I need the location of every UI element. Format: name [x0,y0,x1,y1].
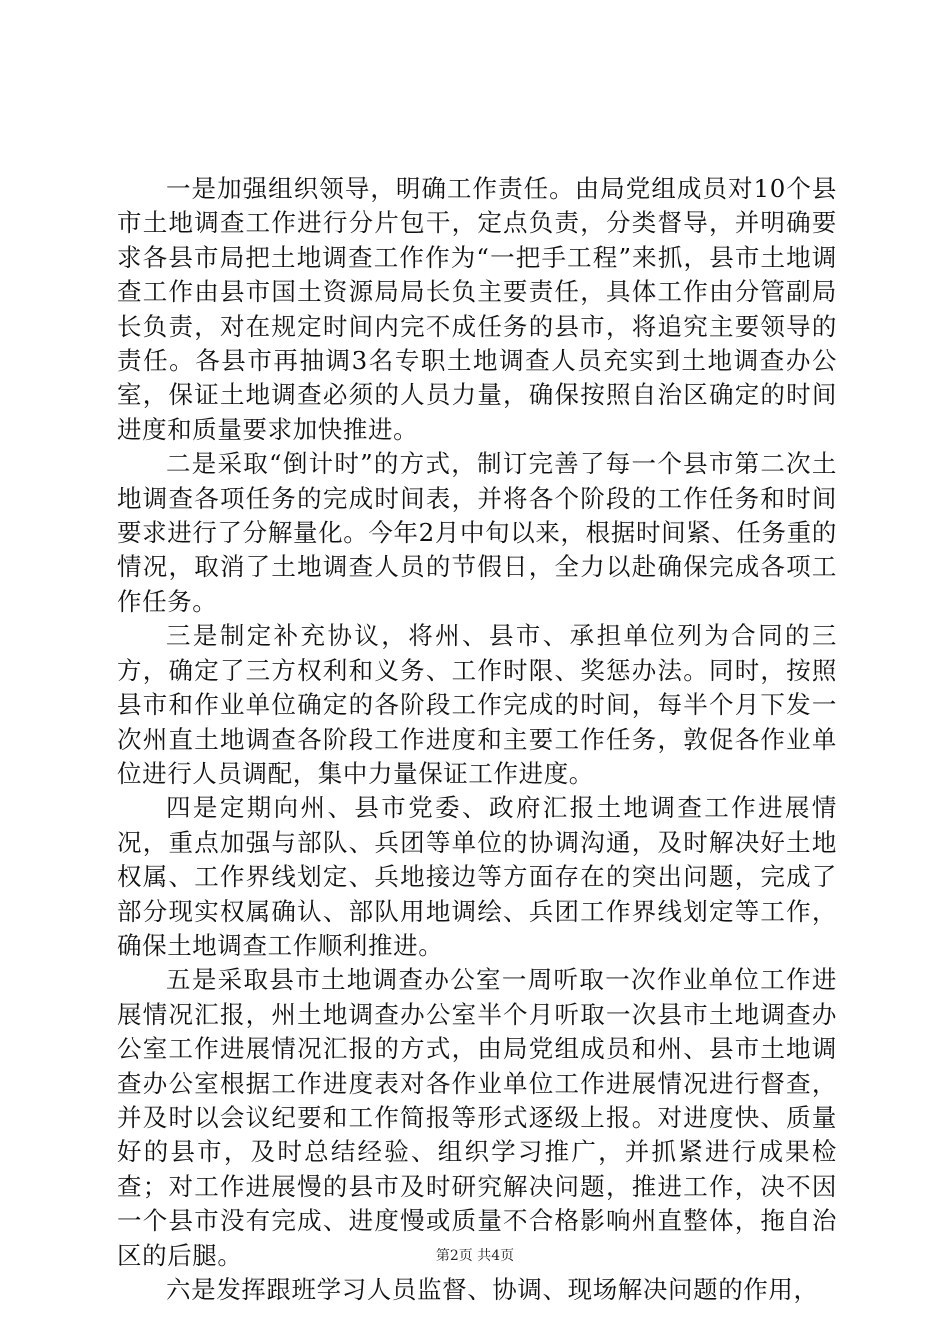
paragraph-1: 一是加强组织领导，明确工作责任。由局党组成员对10个县市土地调查工作进行分片包干，定点负责，分类督导，并明确要求各县市局把土地调查工作作为“一把手工程”来抓，县市土地调查工作由县市国土资源局局长负主要责任，具体工作由分管副局长负责，对在规定时间内完不成任务的县市，将追究主要领导的责任。各县市再抽调3名专职土地调查人员充实到土地调查办公室，保证土地调查必须的人员力量，确保按照自治区确定的时间进度和质量要求加快推进。 [117,174,837,444]
paragraph-4: 四是定期向州、县市党委、政府汇报土地调查工作进展情况，重点加强与部队、兵团等单位的协调沟通，及时解决好土地权属、工作界线划定、兵地接边等方面存在的突出问题，完成了部分现实权属确认、部队用地调绘、兵团工作界线划定等工作，确保土地调查工作顺利推进。 [117,793,837,960]
paragraph-2: 二是采取“倒计时”的方式，制订完善了每一个县市第二次土地调查各项任务的完成时间表，并将各个阶段的工作任务和时间要求进行了分解量化。今年2月中旬以来，根据时间紧、任务重的情况，取消了土地调查人员的节假日，全力以赴确保完成各项工作任务。 [117,449,837,616]
paragraph-6: 六是发挥跟班学习人员监督、协调、现场解决问题的作用， [166,1275,819,1304]
page-footer: 第2页 共4页 [435,1248,515,1264]
paragraph-3: 三是制定补充协议，将州、县市、承担单位列为合同的三方，确定了三方权利和义务、工作时限、奖惩办法。同时，按照县市和作业单位确定的各阶段工作完成的时间，每半个月下发一次州直土地调查各阶段工作进度和主要工作任务，敦促各作业单位进行人员调配，集中力量保证工作进度。 [117,621,837,788]
paragraph-5: 五是采取县市土地调查办公室一周听取一次作业单位工作进展情况汇报，州土地调查办公室半个月听取一次县市土地调查办公室工作进展情况汇报的方式，由局党组成员和州、县市土地调查办公室根据工作进度表对各作业单位工作进展情况进行督查，并及时以会议纪要和工作简报等形式逐级上报。对进度快、质量好的县市，及时总结经验、组织学习推广，并抓紧进行成果检查；对工作进展慢的县市及时研究解决问题，推进工作，决不因一个县市没有完成、进度慢或质量不合格影响州直整体，拖自治区的后腿。 [117,965,837,1270]
document-body [117,172,837,1307]
